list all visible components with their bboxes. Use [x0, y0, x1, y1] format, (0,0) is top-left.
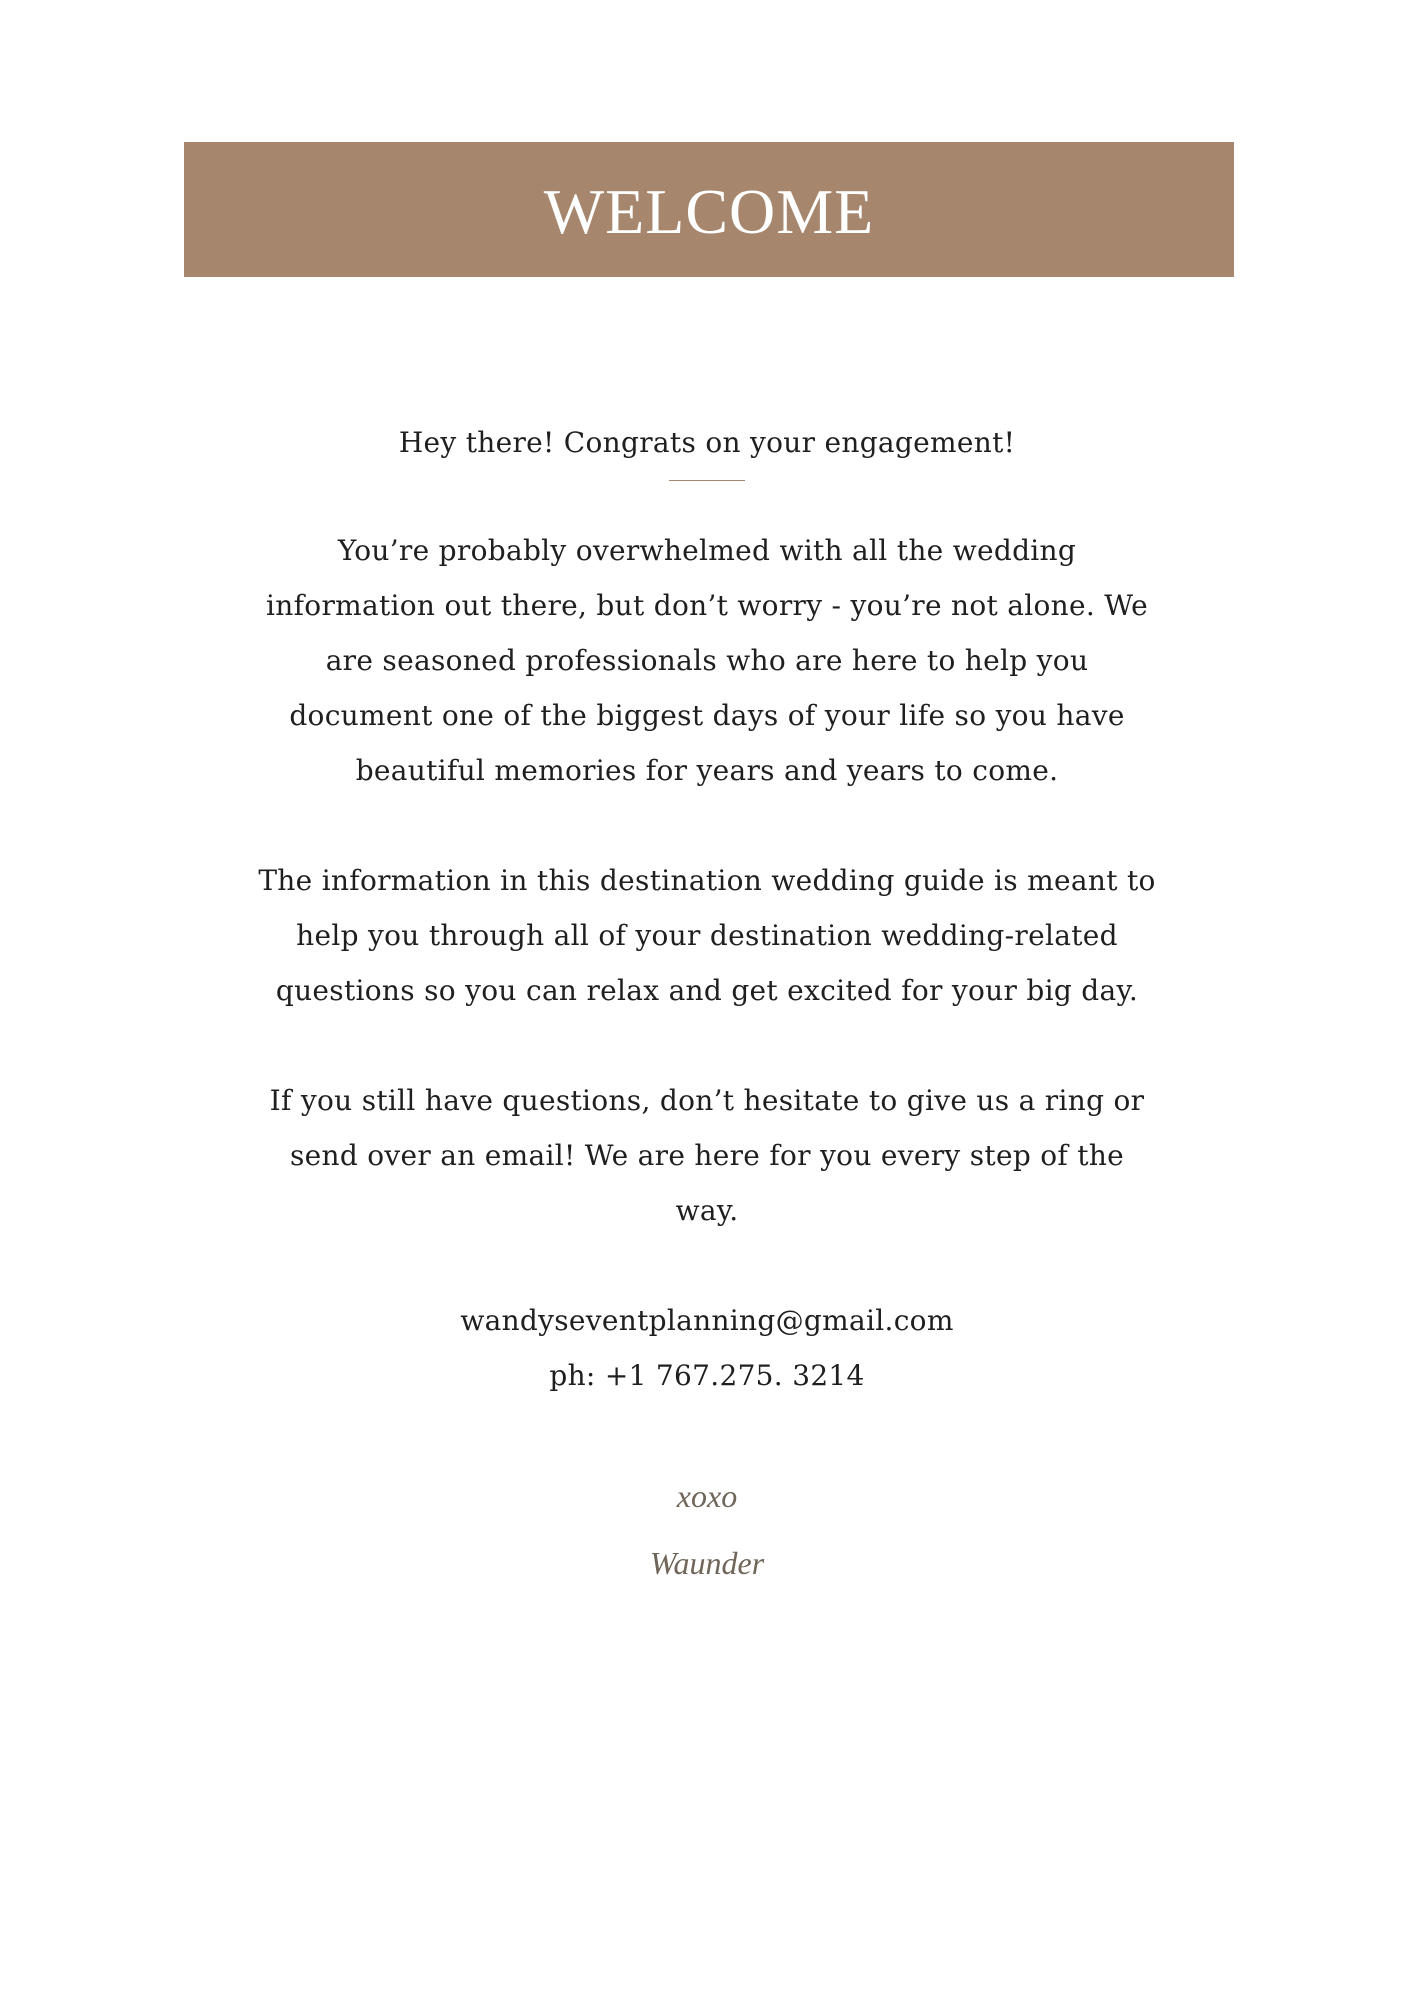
letter-body	[257, 418, 1157, 1403]
paragraph-contact-invite: If you still have questions, don’t hesitate to give us a ring or send over an email! We are here for you every step of the way.	[269, 1084, 1145, 1227]
contact-block	[257, 1293, 1157, 1403]
paragraph-guide-info: The information in this destination wedding guide is meant to help you through all of your destination wedding-related questions so you can relax and get excited for your big day.	[258, 864, 1156, 1007]
phone-number[interactable]: ph: +1 767.275. 3214	[549, 1359, 865, 1392]
paragraph-intro: You’re probably overwhelmed with all the wedding information out there, but don’t worry - you’re not alone. We are seasoned professionals who are here to help you document one of the biggest days of your life so you have beautiful memories for years and years to come.	[266, 534, 1148, 787]
email-address[interactable]: wandyseventplanning@gmail.com	[460, 1304, 954, 1337]
divider-line	[669, 480, 745, 481]
greeting-text: Hey there! Congrats on your engagement!	[398, 426, 1016, 459]
welcome-banner	[184, 142, 1234, 277]
banner-title: WELCOME	[543, 175, 875, 247]
signature-name: Waunder	[649, 1545, 765, 1581]
closing-xoxo: xoxo	[676, 1478, 738, 1514]
